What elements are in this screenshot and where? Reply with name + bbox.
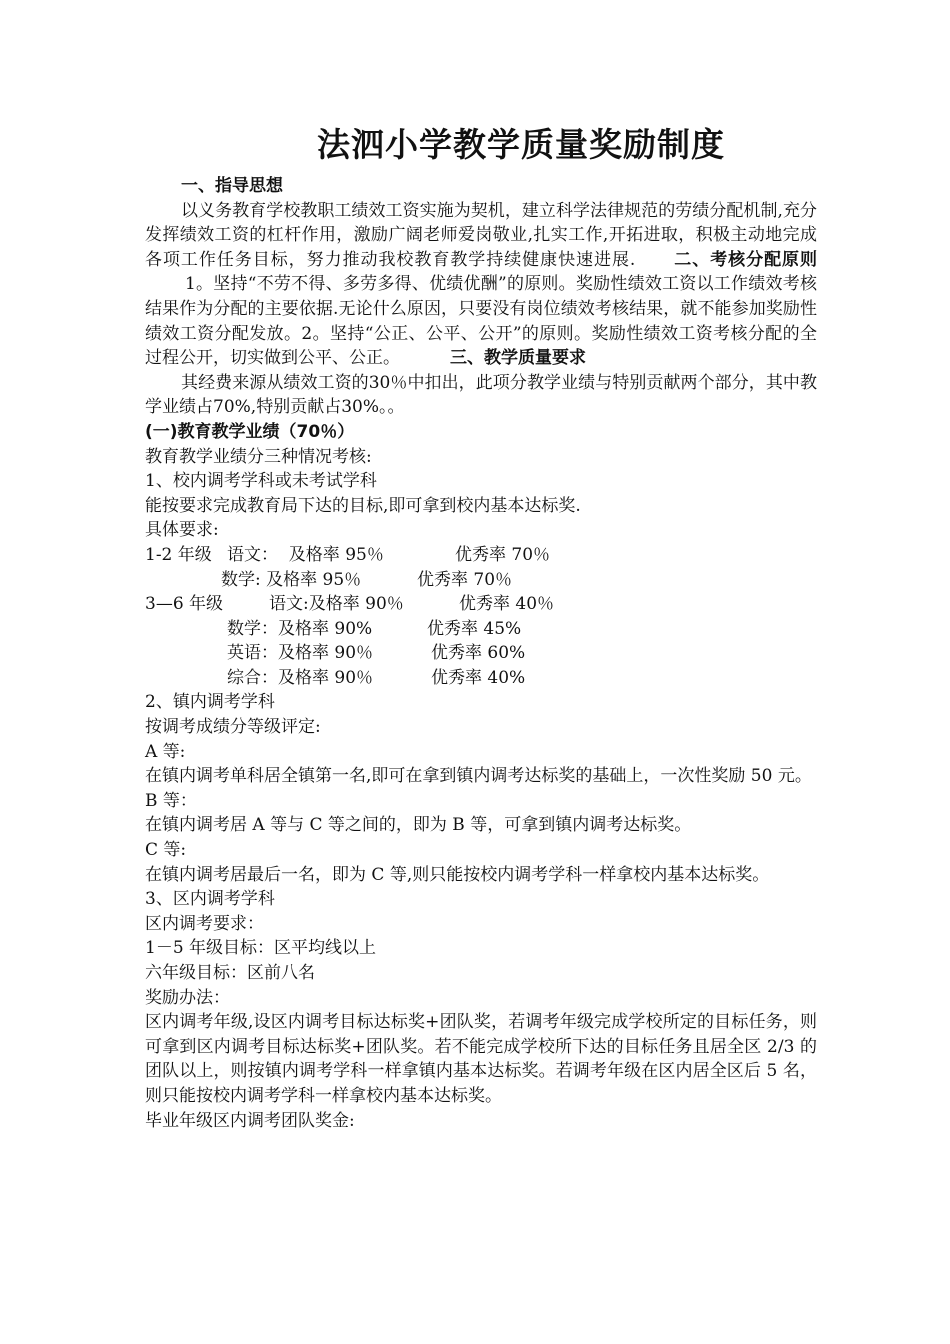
text-line: 在镇内调考单科居全镇第一名,即可在拿到镇内调考达标奖的基础上，一次性奖励 50 元。 xyxy=(145,766,812,787)
grade36-zonghe-excellent: 优秀率 40% xyxy=(431,667,526,688)
grade12-yuwen-row xyxy=(145,543,817,568)
text-line: 区内调考要求： xyxy=(145,913,264,934)
grade36-shuxue-row xyxy=(145,617,817,642)
subsection-heading-teaching: (一)教育教学业绩（70％） xyxy=(145,421,355,442)
paragraph-funding: 其经费来源从绩效工资的30％中扣出，此项分教学业绩与特别贡献两个部分，其中教学业绩占70%,特别贡献占30%。。 xyxy=(145,372,817,418)
text-line: 毕业年级区内调考团队奖金: xyxy=(145,1110,355,1131)
document-title: 法泗小学教学质量奖励制度 xyxy=(317,125,725,164)
grade12-label: 1-2 年级 xyxy=(145,544,212,565)
grade12-shuxue: 数学: 及格率 95％ xyxy=(221,569,362,590)
grade12-yuwen: 语文： 及格率 95％ xyxy=(227,544,384,565)
principles-text: 1。坚持“不劳不得、多劳多得、优绩优酬”的原则。奖励性绩效工资以工作绩效考核结果作为分配的主要依据.无论什么原因，只要没有岗位绩效考核结果，就不能参加奖励性绩效工资分配发放。2。坚持“公正、公平、公开”的原则。奖励性绩效工资考核分配的全过程公开，切实做到公平、公正。 xyxy=(145,274,817,369)
text-line: 1、校内调考学科或未考试学科 xyxy=(145,471,377,492)
grade12-shuxue-row xyxy=(145,568,817,593)
grade36-yuwen-excellent: 优秀率 40％ xyxy=(459,594,555,615)
grade36-yingyu-excellent: 优秀率 60% xyxy=(431,643,526,664)
text-line: 能按要求完成教育局下达的目标,即可拿到校内基本达标奖. xyxy=(145,495,581,516)
grade36-zonghe: 综合：及格率 90％ xyxy=(227,667,374,688)
grade12-shuxue-excellent: 优秀率 70％ xyxy=(417,569,513,590)
text-line: B 等： xyxy=(145,790,197,811)
grade36-yingyu: 英语：及格率 90％ xyxy=(227,643,374,664)
text-line: 奖励办法： xyxy=(145,987,230,1008)
text-line: 1－5 年级目标：区平均线以上 xyxy=(145,938,377,959)
text-line: 3、区内调考学科 xyxy=(145,889,275,910)
section-heading-quality: 三、教学质量要求 xyxy=(450,348,586,369)
guiding-text: 以义务教育学校教职工绩效工资实施为契机，建立科学法律规范的劳绩分配机制,充分发挥绩效工资的杠杆作用，激励广阔老师爱岗敬业,扎实工作,开拓进取，积极主动地完成各项工作任务目标，努力推动我校教育教学持续健康快速进展. xyxy=(145,200,817,270)
document-page xyxy=(145,122,817,1133)
text-line: C 等: xyxy=(145,840,187,861)
text-line: 在镇内调考居 A 等与 C 等之间的，即为 B 等，可拿到镇内调考达标奖。 xyxy=(145,815,692,836)
grade36-shuxue-excellent: 优秀率 45% xyxy=(427,618,522,639)
text-line: 在镇内调考居最后一名，即为 C 等,则只能按校内调考学科一样拿校内基本达标奖。 xyxy=(145,864,770,885)
section-heading-guiding: 一、指导思想 xyxy=(181,176,283,196)
text-line: 教育教学业绩分三种情况考核: xyxy=(145,446,372,467)
grade36-yuwen-row xyxy=(145,592,817,617)
grade12-yuwen-excellent: 优秀率 70％ xyxy=(455,544,551,565)
section-heading-principles: 二、考核分配原则 xyxy=(673,249,818,270)
text-line: 区内调考年级,设区内调考目标达标奖+团队奖，若调考年级完成学校所定的目标任务，则可拿到区内调考目标达标奖+团队奖。若不能完成学校所下达的目标任务且居全区 2/3 的团队以上，则按镇内调考学科一样拿镇内基本达标奖。若调考年级在区内居全区后 5 名，则只能按校内调考学科一样拿校内基本达标奖。 xyxy=(145,1012,817,1106)
text-line: A 等: xyxy=(145,741,186,762)
grade36-yuwen: 语文:及格率 90％ xyxy=(269,594,404,615)
text-line: 2、镇内调考学科 xyxy=(145,692,275,713)
text-line: 六年级目标：区前八名 xyxy=(145,963,315,983)
grade36-zonghe-row xyxy=(145,666,817,691)
grade36-shuxue: 数学：及格率 90% xyxy=(227,618,373,639)
grade36-yingyu-row xyxy=(145,641,817,666)
text-line: 按调考成绩分等级评定: xyxy=(145,717,321,738)
text-line: 具体要求: xyxy=(145,520,219,541)
grade36-label: 3—6 年级 xyxy=(145,594,224,615)
paragraph-guiding xyxy=(145,199,817,371)
